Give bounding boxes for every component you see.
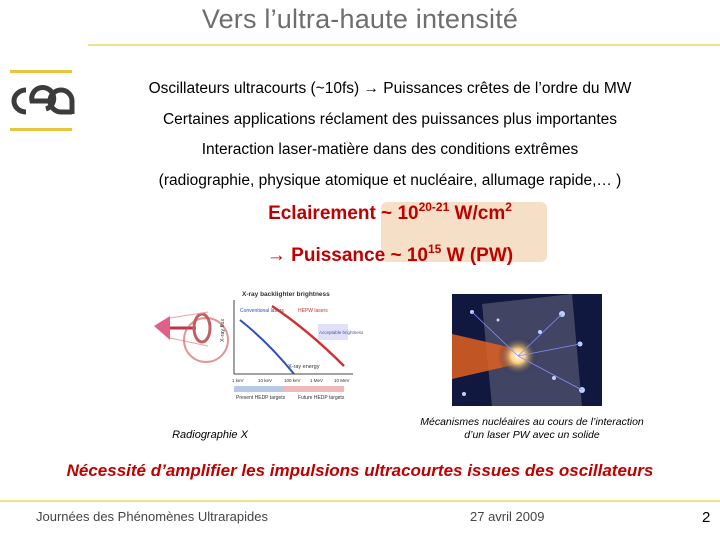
eclairement-unit: W/cm — [449, 203, 506, 224]
fig-tick-1: 1 keV — [232, 378, 244, 383]
footer-event: Journées des Phénomènes Ultrarapides — [36, 509, 268, 524]
fig-title: X-ray backlighter brightness — [242, 291, 330, 298]
fig-tick-4: 1 MeV — [310, 378, 324, 383]
fig-tick-3: 100 keV — [284, 378, 301, 383]
puissance-base: 10 — [406, 245, 428, 266]
text-line-4: (radiographie, physique atomique et nucléaire, allumage rapide,… ) — [158, 172, 622, 189]
text-line-2: Certaines applications réclament des puissances plus importantes — [162, 111, 618, 128]
eclairement-exp: 20-21 — [418, 200, 450, 214]
fig-conventional: Conventional lasers — [240, 308, 284, 314]
conclusion-text: Nécessité d’amplifier les impulsions ultracourtes issues des oscillateurs — [66, 461, 654, 480]
xray-brightness-figure — [148, 282, 364, 408]
slide-title: Vers l’ultra-haute intensité — [201, 4, 519, 34]
fig-tick-5: 10 MeV — [334, 378, 350, 383]
puissance-line — [80, 242, 700, 267]
radiography-schematic-icon — [154, 312, 228, 362]
caption-radiographie: Radiographie X — [172, 429, 248, 441]
puissance-label: → Puissance ~ — [266, 245, 407, 266]
eclairement-unit-exp: 2 — [505, 200, 512, 214]
fig-present: Present HEDP targets — [236, 395, 286, 401]
eclairement-label: Eclairement ~ — [268, 203, 398, 224]
fig-tick-2: 10 keV — [258, 378, 273, 383]
puissance-unit: W (PW) — [441, 245, 514, 266]
text-line-1: Oscillateurs ultracourts (~10fs) → Puissances crêtes de l’ordre du MW — [148, 80, 632, 97]
nuclear-mechanisms-figure — [452, 294, 602, 406]
text-line-3: Interaction laser-matière dans des conditions extrêmes — [201, 141, 579, 158]
page-number: 2 — [702, 509, 711, 526]
fig-future: Future HEDP targets — [298, 395, 345, 401]
logo-bar-top — [10, 70, 72, 73]
caption-mecanismes: Mécanismes nucléaires au cours de l’interaction d’un laser PW avec un solide — [420, 416, 644, 441]
fig-ylabel: X-ray flux — [220, 318, 226, 342]
fig-acceptable: Acceptable brightness — [319, 330, 364, 335]
eclairement-base: 10 — [397, 203, 419, 224]
footer-date: 27 avril 2009 — [470, 509, 545, 524]
eclairement-line — [80, 200, 700, 225]
fig-hepw: HEPW lasers — [298, 308, 328, 314]
title-divider — [88, 44, 720, 46]
fig-xlabel: X-ray energy — [288, 364, 320, 370]
footer-divider — [0, 500, 720, 502]
puissance-exp: 15 — [427, 242, 442, 256]
